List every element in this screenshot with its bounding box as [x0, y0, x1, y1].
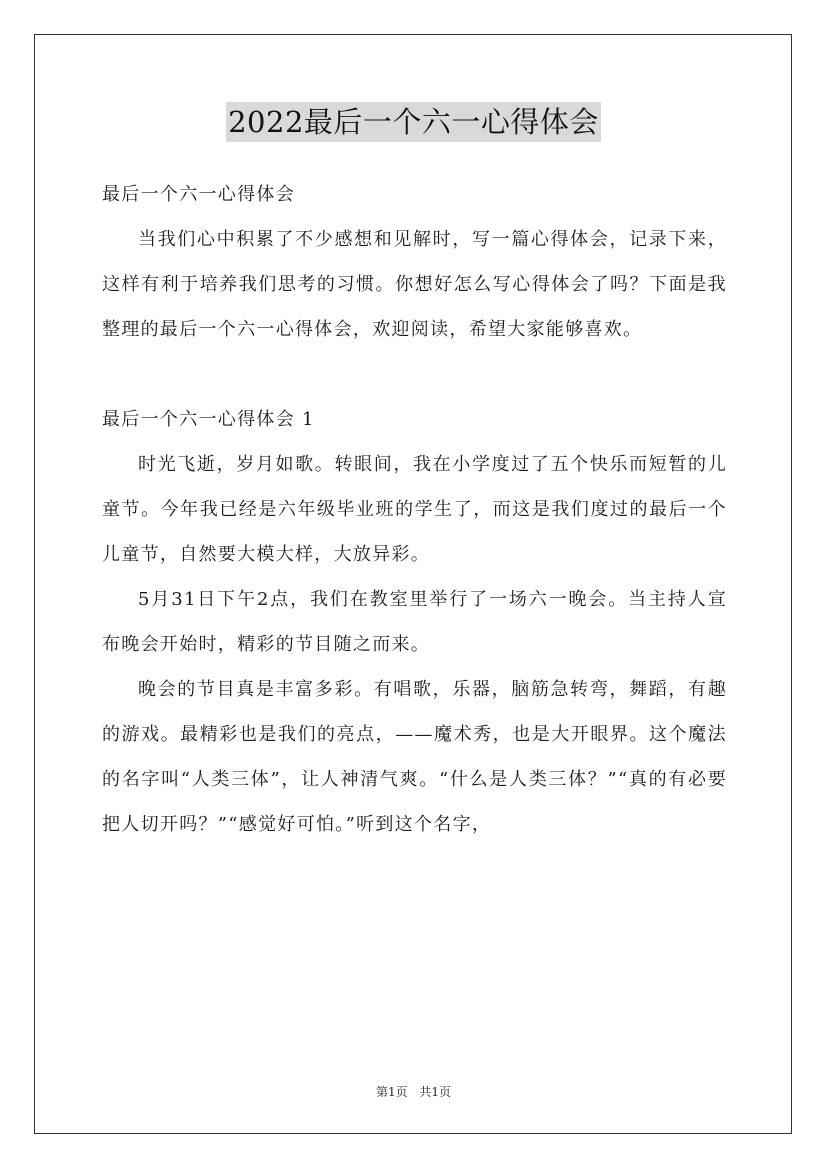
page-number: 第1页	[375, 1085, 408, 1099]
subtitle: 最后一个六一心得体会	[102, 184, 295, 205]
body-paragraph: 时光飞逝，岁月如歌。转眼间，我在小学度过了五个快乐而短暂的儿童节。今年我已经是六年级毕业班的学生了，而这是我们度过的最后一个儿童节，自然要大模大样，大放异彩。	[102, 454, 727, 565]
section-spacer	[102, 352, 727, 397]
section-heading: 最后一个六一心得体会 1	[102, 409, 315, 430]
body-paragraph: 晚会的节目真是丰富多彩。有唱歌，乐器，脑筋急转弯，舞蹈，有趣的游戏。最精彩也是我们的亮点，——魔术秀，也是大开眼界。这个魔法的名字叫“人类三体”，让人神清气爽。“什么是人类三体？”“真的有必要把人切开吗？”“感觉好可怕。”听到这个名字，	[102, 679, 727, 835]
page-total: 共1页	[419, 1085, 452, 1099]
document-body	[102, 172, 727, 847]
title-container	[0, 102, 827, 142]
document-title: 2022最后一个六一心得体会	[226, 102, 601, 142]
page-footer	[0, 1083, 827, 1100]
body-paragraph: 5月31日下午2点，我们在教室里举行了一场六一晚会。当主持人宣布晚会开始时，精彩的节目随之而来。	[102, 589, 727, 655]
intro-paragraph: 当我们心中积累了不少感想和见解时，写一篇心得体会，记录下来，这样有利于培养我们思考的习惯。你想好怎么写心得体会了吗？下面是我整理的最后一个六一心得体会，欢迎阅读，希望大家能够喜欢。	[102, 229, 727, 340]
